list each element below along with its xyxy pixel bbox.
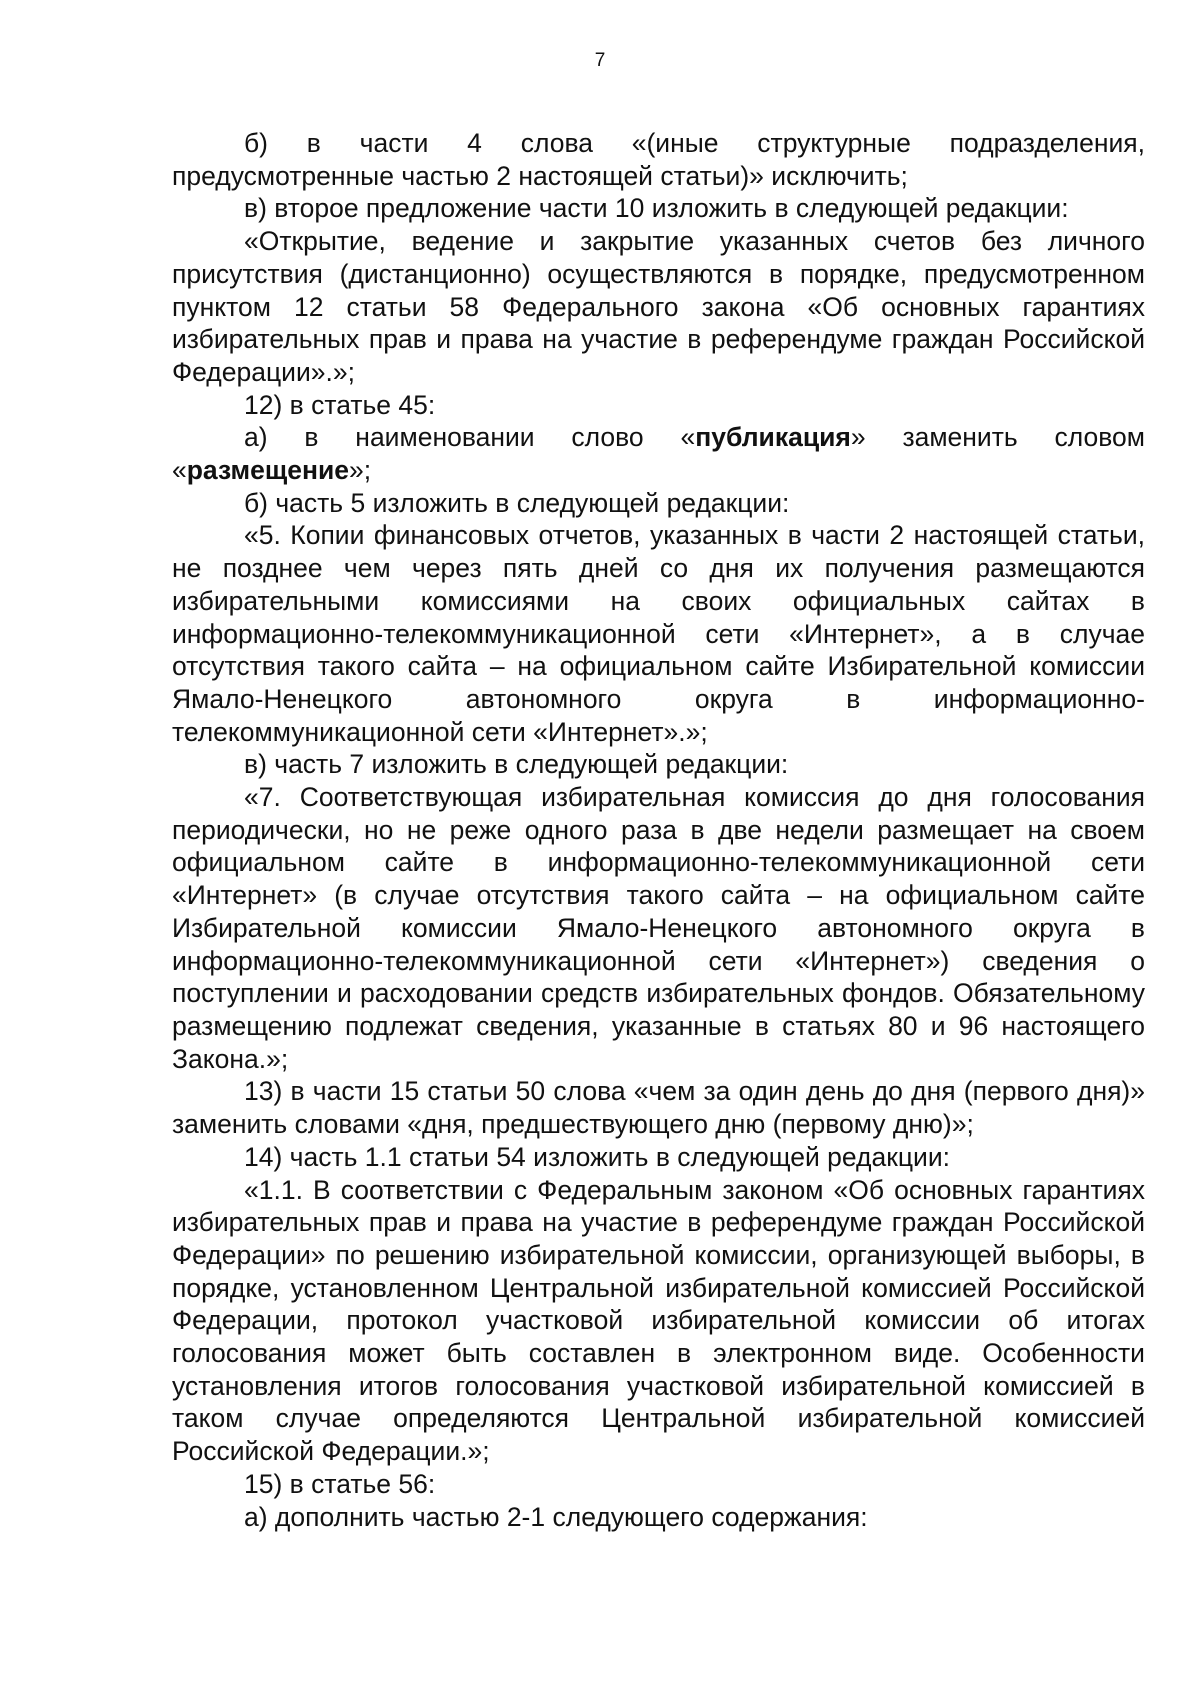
paragraph-4b-exclusion: б) в части 4 слова «(иные структурные подразделения, предусмотренные частью 2 настоящей статьи)» исключить; xyxy=(172,128,1145,191)
paragraph-article-50: 13) в части 15 статьи 50 слова «чем за один день до дня (первого дня)» заменить словами «дня, предшествующего дню (первому дню)»; xyxy=(172,1076,1145,1140)
paragraph-financial-reports: «5. Копии финансовых отчетов, указанных в части 2 настоящей статьи, не позднее чем через пять дней со дня их получения размещаются избирательными комиссиями на своих официальных сайтах в информационно-телекоммуникационной сети «Интернет», а в случае отсутствия такого сайта – на официальном сайте Избирательной комиссии Ямало-Ненецкого автономного округа в информационно-телекоммуникационной сети «Интернет».»; xyxy=(172,520,1145,747)
paragraph-45a-text-middle: » заменить словом « xyxy=(172,422,1145,486)
document-body xyxy=(172,127,1145,1533)
paragraph-45a-rename xyxy=(172,421,1145,486)
paragraph-45v-intro: в) часть 7 изложить в следующей редакции: xyxy=(244,749,789,780)
word-publication-bold: публикация xyxy=(695,422,851,453)
paragraph-56a-intro: а) дополнить частью 2-1 следующего содержания: xyxy=(244,1501,868,1532)
paragraph-electronic-protocol: «1.1. В соответствии с Федеральным законом «Об основных гарантиях избирательных прав и права на участие в референдуме граждан Российской Федерации» по решению избирательной комиссии, организующей выборы, в порядке, установленном Центральной избирательной комиссией Российской Федерации, протокол участковой избирательной комиссии об итогах голосования может быть составлен в электронном виде. Особенности установления итогов голосования участковой избирательной комиссией в таком случае определяются Центральной избирательной комиссией Российской Федерации.»; xyxy=(172,1174,1145,1467)
paragraph-article-56: 15) в статье 56: xyxy=(244,1468,436,1499)
word-placement-bold: размещение xyxy=(186,455,349,486)
page-number: 7 xyxy=(594,50,606,71)
paragraph-45a-text-before: а) в наименовании слово « xyxy=(244,422,696,453)
paragraph-article-45: 12) в статье 45: xyxy=(244,389,436,420)
paragraph-accounts-remote: «Открытие, ведение и закрытие указанных счетов без личного присутствия (дистанционно) осуществляются в порядке, предусмотренном пунктом 12 статьи 58 Федерального закона «Об основных гарантиях избирательных прав и права на участие в референдуме граждан Российской Федерации».»; xyxy=(172,226,1145,387)
paragraph-10v-intro: в) второе предложение части 10 изложить в следующей редакции: xyxy=(244,193,1069,224)
paragraph-commission-publishing: «7. Соответствующая избирательная комиссия до дня голосования периодически, но не реже одного раза в две недели размещает на своем официальном сайте в информационно-телекоммуникационной сети «Интернет» (в случае отсутствия такого сайта – на официальном сайте Избирательной комиссии Ямало-Ненецкого автономного округа в информационно-телекоммуникационной сети «Интернет») сведения о поступлении и расходовании средств избирательных фондов. Обязательному размещению подлежат сведения, указанные в статьях 80 и 96 настоящего Закона.»; xyxy=(172,782,1145,1074)
paragraph-45b-intro: б) часть 5 изложить в следующей редакции: xyxy=(244,487,790,518)
paragraph-45a-text-after: »; xyxy=(349,455,372,486)
paragraph-article-54-intro: 14) часть 1.1 статьи 54 изложить в следующей редакции: xyxy=(244,1141,950,1172)
